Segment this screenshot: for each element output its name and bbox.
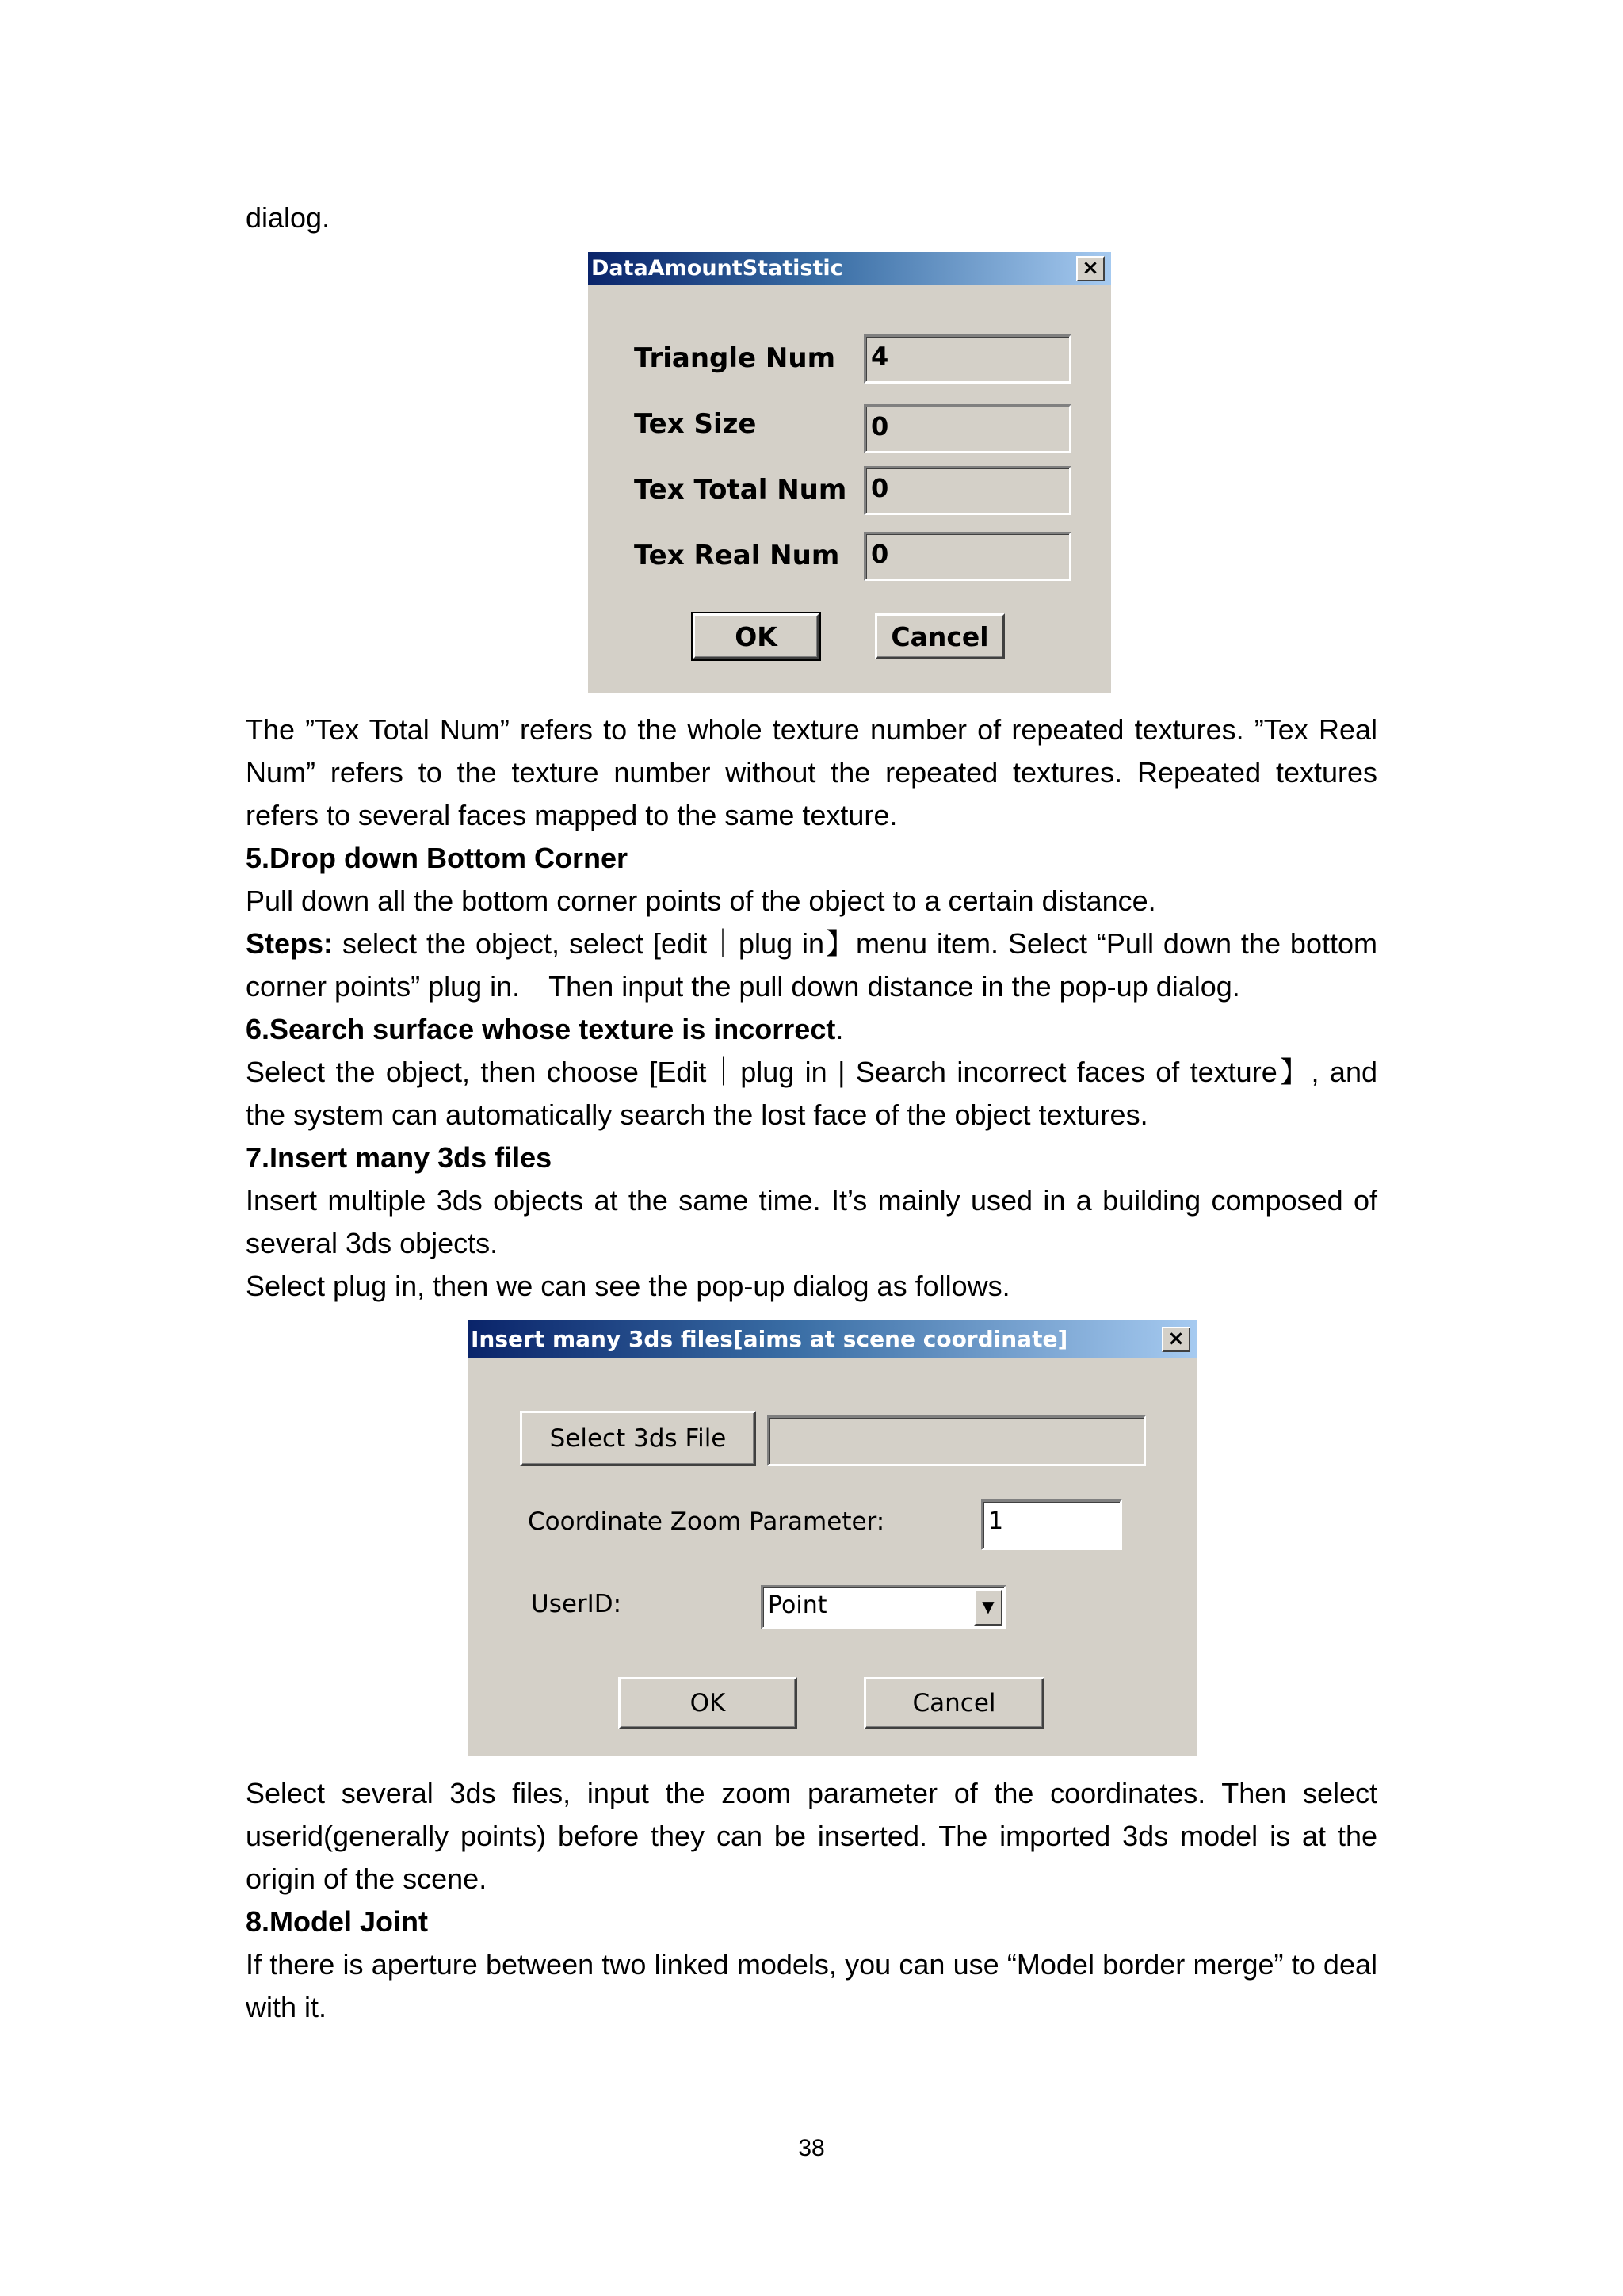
paragraph-search-incorrect: Select the object, then choose [Edit｜plug in | Search incorrect faces of texture】, and the system can automatically search the lost face of the object textures.: [246, 1056, 1378, 1131]
userid-selected-value: Point: [768, 1591, 827, 1619]
section-heading-6: 6.Search surface whose texture is incorrect: [246, 1013, 836, 1045]
heading-6-period: .: [835, 1013, 844, 1045]
tex-total-num-field[interactable]: 0: [864, 466, 1071, 515]
paragraph-tex-explanation: The ”Tex Total Num” refers to the whole texture number of repeated textures. ”Tex Real Num” refers to the texture number without the repeated textures. Repeated textures refers to several faces mapped to the same texture.: [246, 713, 1377, 831]
paragraph-model-joint: If there is aperture between two linked models, you can use “Model border merge” to deal with it.: [246, 1948, 1377, 2023]
dialog-title: DataAmountStatistic: [591, 256, 843, 281]
insert-3ds-files-dialog: [468, 1320, 1197, 1756]
ok-button[interactable]: OK: [618, 1677, 797, 1729]
chevron-down-icon[interactable]: ▼: [974, 1589, 1002, 1626]
paragraph-pull-down: Pull down all the bottom corner points of the object to a certain distance.: [246, 884, 1156, 917]
section-heading-7: 7.Insert many 3ds files: [246, 1141, 552, 1174]
steps-text: select the object, select [edit｜plug in】menu item. Select “Pull down the bottom corner points” plug in. Then input the pull down distance in the pop-up dialog.: [246, 927, 1377, 1003]
paragraph-select-plugin: Select plug in, then we can see the pop-up dialog as follows.: [246, 1270, 1010, 1302]
dialog-title: Insert many 3ds files[aims at scene coordinate]: [471, 1326, 1068, 1352]
userid-select[interactable]: [761, 1585, 1006, 1629]
data-amount-statistic-dialog: [588, 252, 1111, 693]
paragraph-dialog: dialog.: [246, 201, 330, 234]
userid-label: UserID:: [531, 1590, 622, 1618]
dialog-title-bar[interactable]: [468, 1320, 1197, 1358]
section-heading-5: 5.Drop down Bottom Corner: [246, 842, 628, 874]
page-number: 38: [798, 2135, 825, 2161]
cancel-button[interactable]: Cancel: [864, 1677, 1044, 1729]
tex-total-num-label: Tex Total Num: [634, 474, 847, 506]
tex-size-field[interactable]: 0: [864, 404, 1071, 453]
close-icon[interactable]: ×: [1076, 256, 1105, 281]
cancel-button[interactable]: Cancel: [875, 613, 1005, 659]
coordinate-zoom-input[interactable]: 1: [981, 1499, 1122, 1550]
close-icon[interactable]: ×: [1162, 1327, 1190, 1352]
triangle-num-label: Triangle Num: [634, 342, 836, 374]
select-3ds-file-button[interactable]: Select 3ds File: [520, 1411, 756, 1466]
ok-button[interactable]: OK: [693, 613, 819, 659]
paragraph-select-several: Select several 3ds files, input the zoom parameter of the coordinates. Then select userid(generally points) before they can be inserted. The imported 3ds model is at the origin of the scene.: [246, 1777, 1377, 1895]
tex-real-num-field[interactable]: 0: [864, 532, 1071, 581]
tex-size-label: Tex Size: [634, 408, 757, 440]
section-heading-8: 8.Model Joint: [246, 1905, 429, 1938]
paragraph-insert-multiple: Insert multiple 3ds objects at the same time. It’s mainly used in a building composed of several 3ds objects.: [246, 1184, 1377, 1259]
paragraph-steps: [246, 923, 1377, 1008]
triangle-num-field[interactable]: 4: [864, 334, 1071, 384]
file-path-field[interactable]: [767, 1415, 1146, 1466]
dialog-title-bar[interactable]: [588, 252, 1111, 285]
coordinate-zoom-label: Coordinate Zoom Parameter:: [528, 1507, 885, 1536]
section-heading-6-line: [246, 1008, 1377, 1051]
steps-label: Steps:: [246, 927, 334, 960]
tex-real-num-label: Tex Real Num: [634, 540, 840, 571]
